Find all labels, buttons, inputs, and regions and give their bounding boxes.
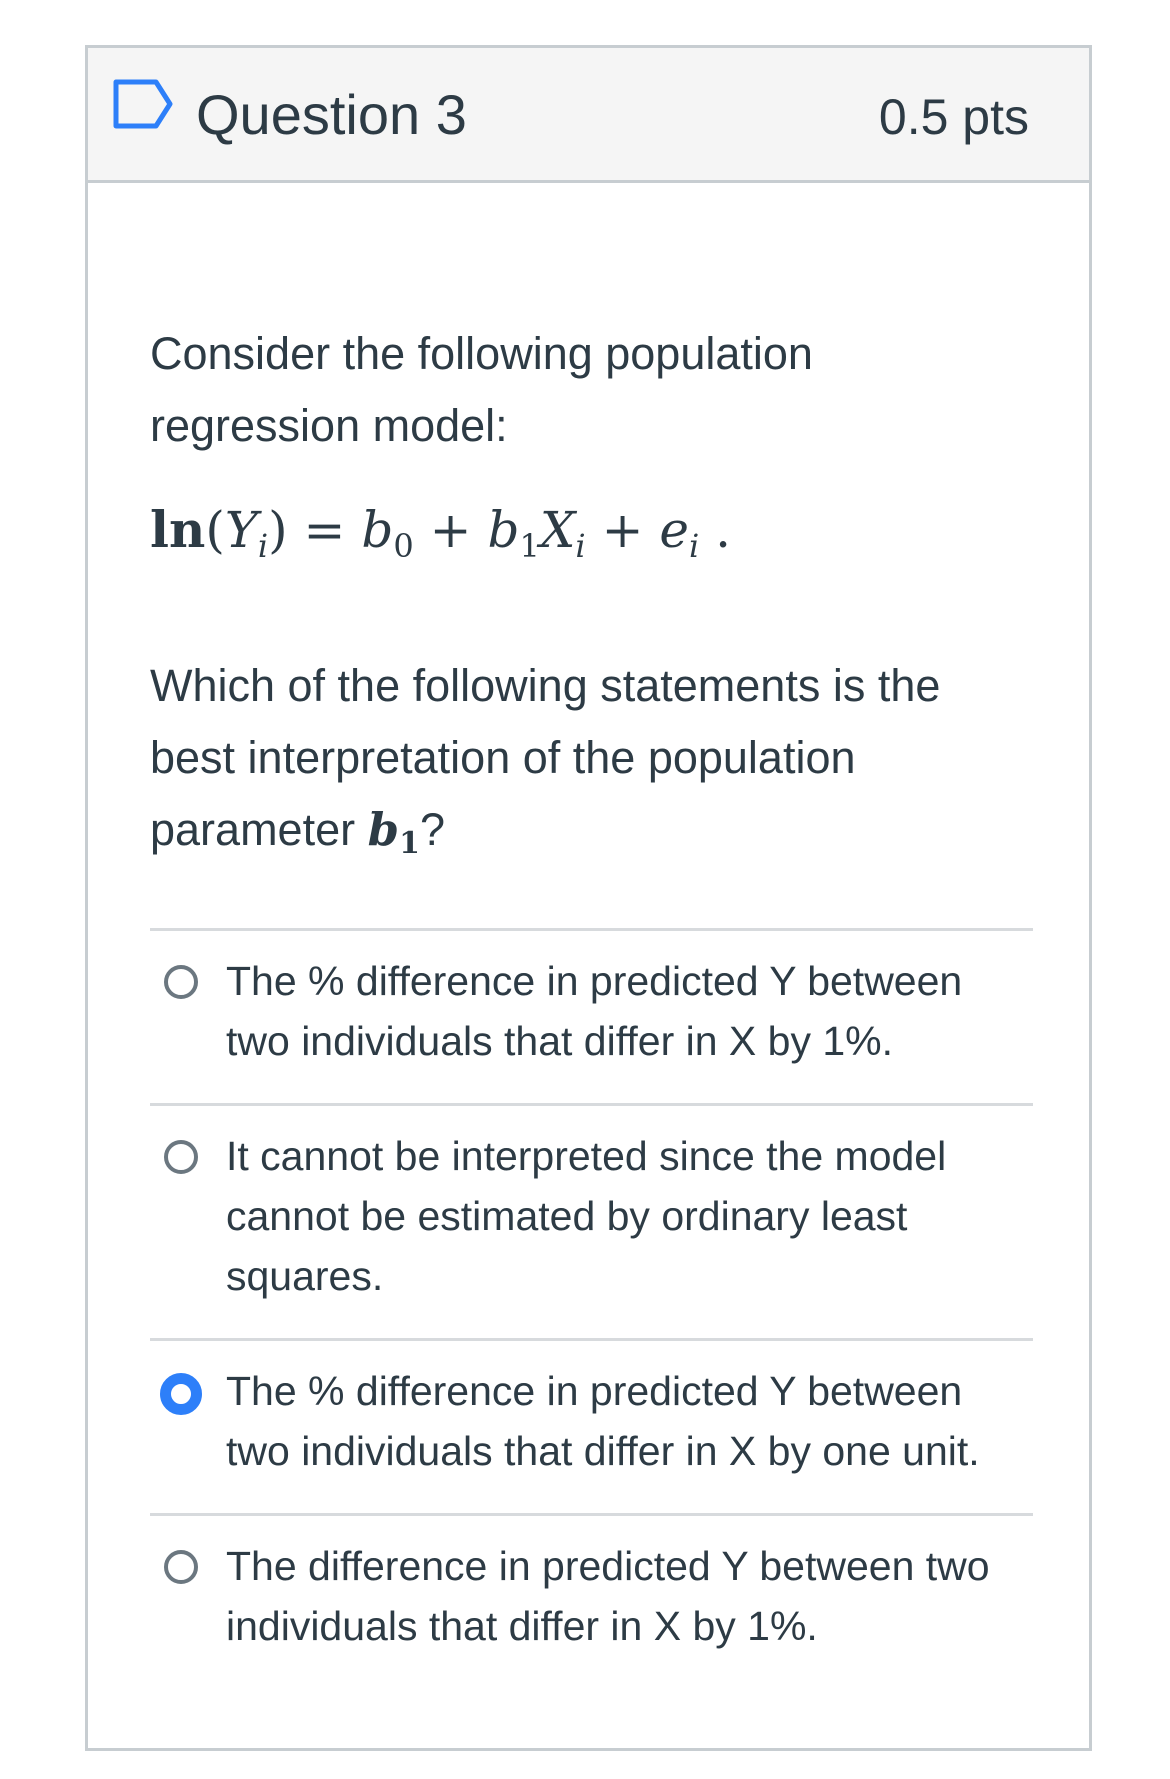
eq-b0: b xyxy=(361,501,394,559)
eq-x-sub: i xyxy=(575,527,586,565)
eq-lhs-var: Y xyxy=(224,501,258,559)
question-intro: Consider the following population regression model: xyxy=(150,328,813,451)
answer-option-2[interactable] xyxy=(150,1106,1033,1338)
radio-button-selected[interactable] xyxy=(160,1373,202,1415)
question-card xyxy=(85,45,1092,1751)
answer-label: It cannot be interpreted since the model cannot be estimated by ordinary least squares. xyxy=(226,1133,947,1299)
regression-equation: $\ln(Y_i) = b_0 + b_1X_i + e_i$ . xyxy=(150,500,732,565)
answer-label: The % difference in predicted Y between two individuals that differ in X by one unit. xyxy=(226,1368,980,1474)
prompt-end: ? xyxy=(419,804,445,855)
eq-b1-sub: 1 xyxy=(519,527,540,565)
eq-x: X xyxy=(539,501,576,559)
eq-lhs-sub: i xyxy=(257,527,269,565)
question-title: Question 3 xyxy=(196,83,467,146)
answer-label: The difference in predicted Y between two individuals that differ in X by 1%. xyxy=(226,1543,990,1649)
question-prompt xyxy=(150,650,1030,866)
answer-option-1[interactable] xyxy=(150,931,1033,1103)
eq-e-sub: i xyxy=(688,527,700,565)
eq-equals: = xyxy=(303,501,346,559)
radio-button[interactable] xyxy=(164,1550,198,1584)
flag-icon[interactable] xyxy=(112,78,176,130)
question-header xyxy=(88,48,1089,183)
question-points: 0.5 pts xyxy=(878,89,1029,145)
eq-b1: b xyxy=(487,501,520,559)
prompt-text: Which of the following statements is the best interpretation of the population parameter xyxy=(150,660,941,855)
answer-option-4[interactable] xyxy=(150,1516,1033,1688)
eq-b0-sub: 0 xyxy=(393,527,414,565)
answer-label: The % difference in predicted Y between two individuals that differ in X by 1%. xyxy=(226,958,963,1064)
radio-button[interactable] xyxy=(164,965,198,999)
answer-option-3[interactable] xyxy=(150,1341,1033,1513)
eq-plus-2: + xyxy=(601,501,644,559)
radio-button[interactable] xyxy=(164,1140,198,1174)
eq-plus-1: + xyxy=(429,501,472,559)
eq-end: . xyxy=(715,501,732,559)
eq-e: e xyxy=(659,501,689,559)
prompt-param: $b_1$ xyxy=(367,803,420,861)
eq-fn: ln xyxy=(150,500,206,559)
